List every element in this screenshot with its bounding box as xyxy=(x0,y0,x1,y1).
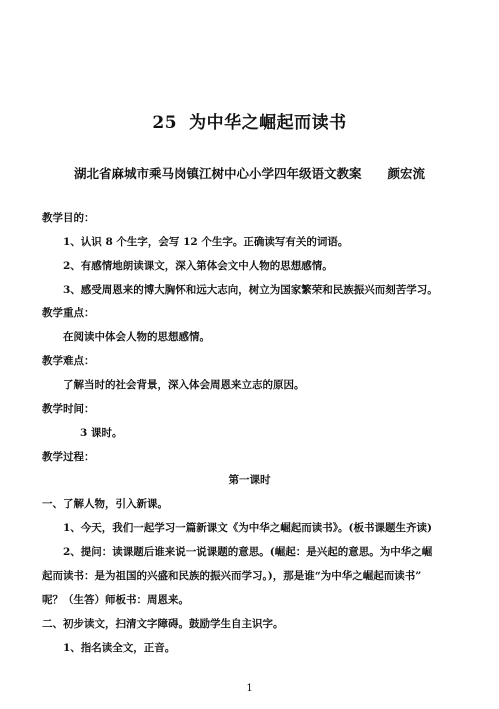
step1-heading: 一、了解人物，引入新课。 xyxy=(42,498,168,510)
time-heading: 教学时间： xyxy=(42,403,95,415)
step2-item-1: 1、指名读全文，正音。 xyxy=(63,642,176,654)
lesson-number: 25 xyxy=(152,113,178,133)
key-heading: 教学重点： xyxy=(42,307,95,319)
author-name: 颜宏流 xyxy=(387,166,426,181)
goals-heading: 教学目的： xyxy=(42,212,95,224)
step1-item-2: 2、提问：读课题后谁来说一说课题的意思。(崛起：是兴起的意思。为中华之崛 xyxy=(63,546,433,558)
step1-item-2-end: 呢？（生答）师板书：周恩来。 xyxy=(42,594,189,606)
process-heading: 教学过程： xyxy=(42,451,95,463)
lesson-section-title: 第一课时 xyxy=(228,474,271,486)
page-subtitle xyxy=(0,164,499,182)
difficulty-heading: 教学难点： xyxy=(42,355,95,367)
lesson-title-text: 为中华之崛起而读书 xyxy=(189,113,347,133)
difficulty-text: 了解当时的社会背景，深入体会周恩来立志的原因。 xyxy=(63,379,305,391)
step2-heading: 二、初步读文，扫清文字障碍。鼓励学生自主识字。 xyxy=(42,618,284,630)
school-name: 湖北省麻城市乘马岗镇江树中心小学四年级语文教案 xyxy=(73,166,362,181)
goal-item-3: 3、感受周恩来的博大胸怀和远大志向，树立为国家繁荣和民族振兴而刻苦学习。 xyxy=(63,284,438,296)
step1-item-2-cont: 起而读书：是为祖国的兴盛和民族的振兴而学习。)，那是谁“为中华之崛起而读书” xyxy=(42,570,422,582)
page-title xyxy=(0,108,499,133)
time-text: 3 课时。 xyxy=(80,427,123,439)
goal-item-2: 2、有感情地朗读课文，深入第体会文中人物的思想感情。 xyxy=(63,260,333,272)
step1-item-1: 1、今天，我们一起学习一篇新课文《为中华之崛起而读书》。(板书课题生齐读) xyxy=(63,522,432,534)
goal-item-1: 1、认识 8 个生字，会写 12 个生字。正确读写有关的词语。 xyxy=(63,236,349,248)
key-text: 在阅读中体会人物的思想感情。 xyxy=(63,331,210,343)
page-number: 1 xyxy=(246,683,253,694)
